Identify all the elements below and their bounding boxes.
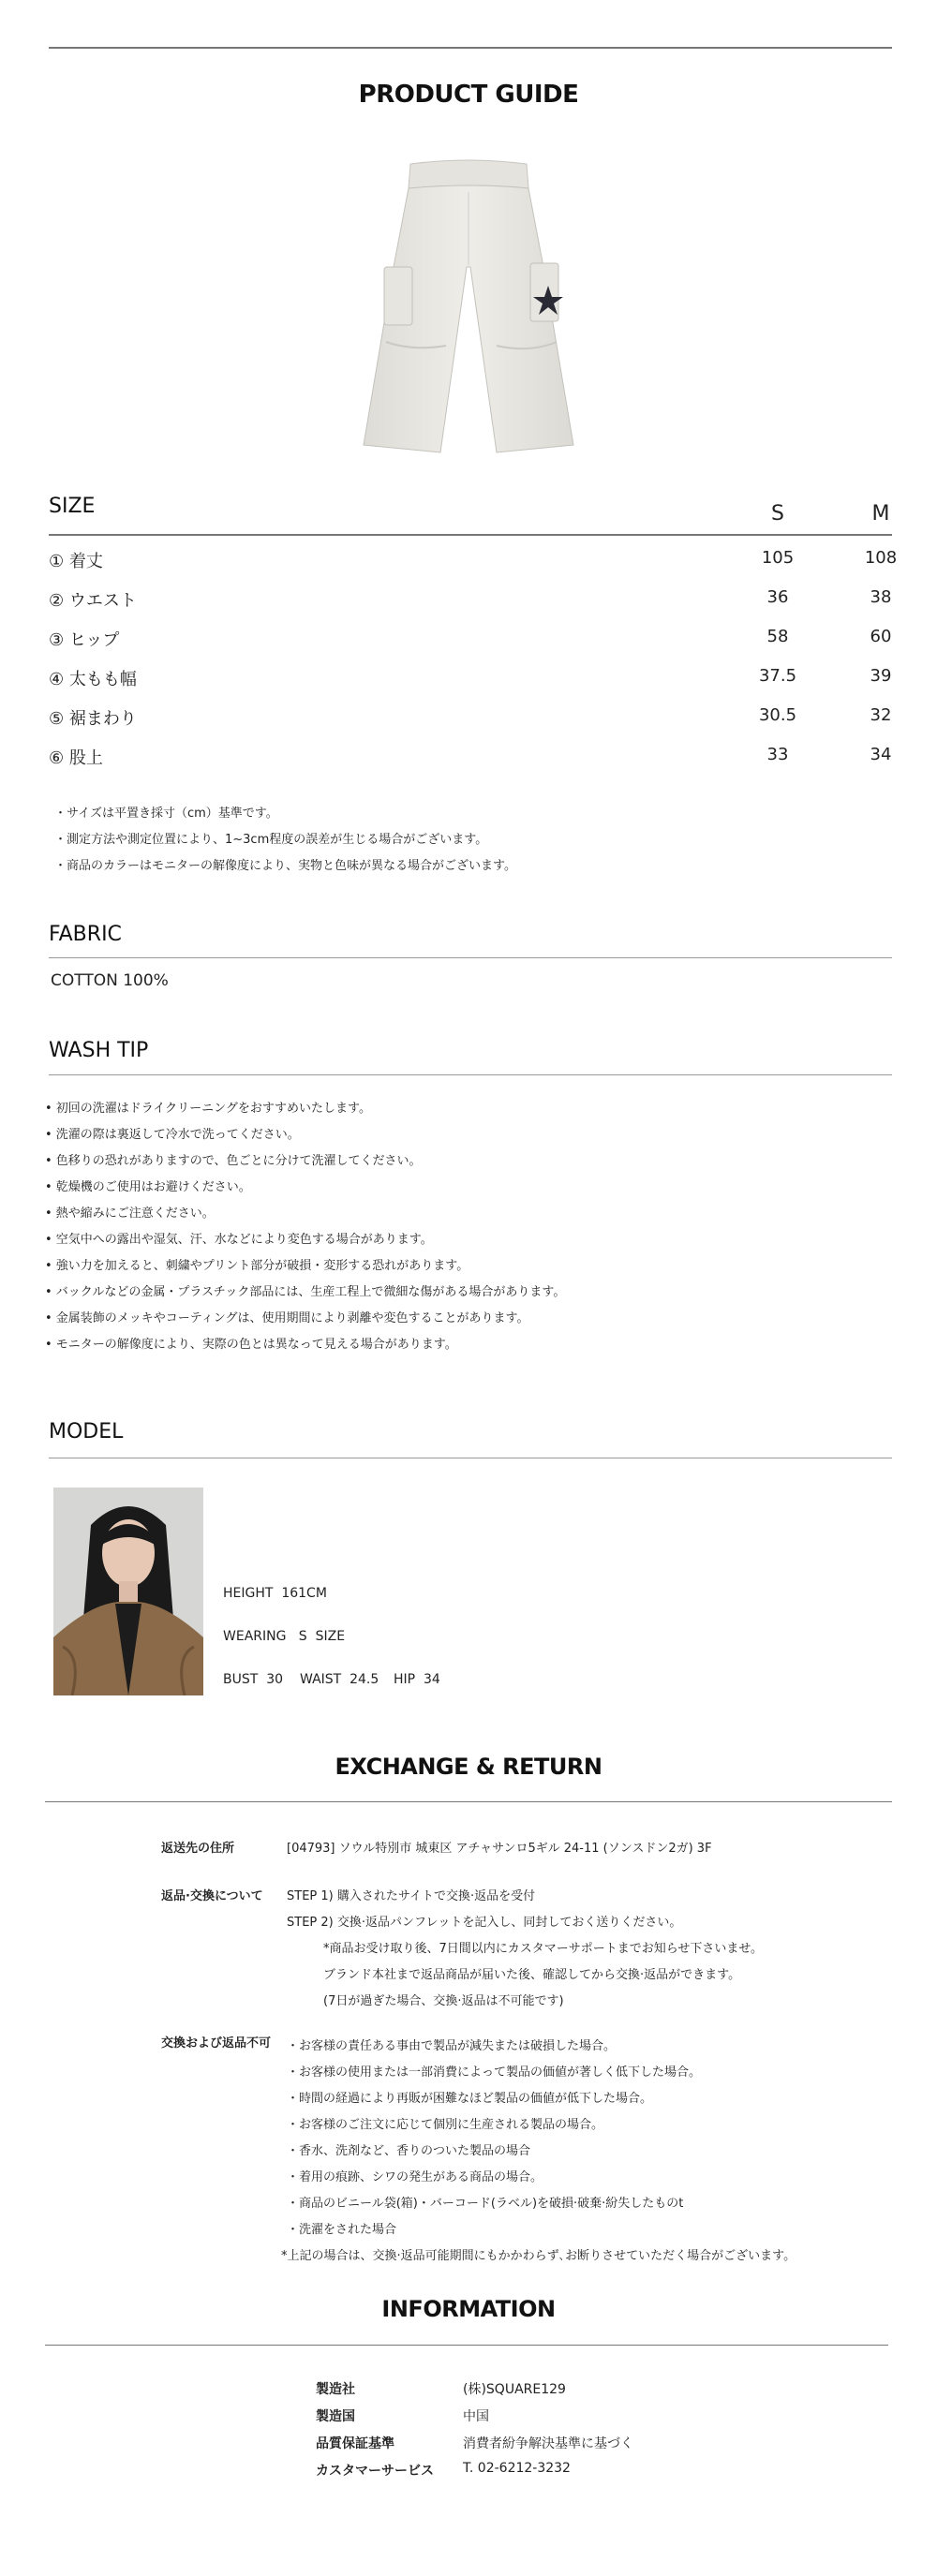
size-note: ・サイズは平置き採寸（cm）基準です。 [54, 807, 278, 821]
info-label: 製造国 [316, 2409, 355, 2424]
size-divider [49, 534, 892, 536]
exchange-not-line: ・時間の経過により再販が困難なほど製品の価値が低下した場合。 [287, 2092, 653, 2106]
exchange-not-line: *上記の場合は、交換·返品可能期間にもかかわらず､お断りさせていただく場合がございます。 [281, 2249, 796, 2263]
size-row-s: 30.5 [758, 705, 797, 725]
size-row-m: 39 [870, 666, 892, 686]
exchange-not-line: ・香水、洗剤など、香りのついた製品の場合 [287, 2144, 531, 2158]
size-col-s: S [771, 502, 784, 526]
size-row-label: ① 着丈 [49, 552, 103, 571]
size-row-m: 60 [870, 627, 892, 646]
exchange-not-line: ・商品のビニール袋(箱)・バーコード(ラベル)を破損·破棄·紛失したものt [287, 2197, 684, 2211]
exchange-process-line: (7日が過ぎた場合、交換·返品は不可能です) [323, 1994, 564, 2008]
exchange-address-label: 返送先の住所 [161, 1842, 235, 1856]
size-row-label: ⑤ 裾まわり [49, 709, 137, 729]
exchange-not-line: ・洗濯をされた場合 [287, 2223, 397, 2237]
product-image [356, 155, 581, 464]
size-row-m: 32 [870, 705, 892, 725]
size-col-m: M [871, 502, 890, 526]
size-row-s: 37.5 [758, 666, 797, 686]
wash-item: • モニターの解像度により、実際の色とは異なって見える場合があります。 [45, 1338, 457, 1352]
info-value: 消費者紛争解決基準に基づく [463, 2436, 633, 2451]
wash-item: • バックルなどの金属・プラスチック部品には、生産工程上で微細な傷がある場合があります。 [45, 1285, 566, 1299]
info-value: T. 02-6212-3232 [463, 2461, 571, 2476]
exchange-divider [45, 1801, 892, 1802]
info-label: カスタマーサービス [316, 2464, 434, 2479]
wash-item: • 熱や縮みにご注意ください。 [45, 1207, 215, 1221]
wash-item: • 金属装飾のメッキやコーティングは、使用期間により剥離や変色することがあります。 [45, 1311, 529, 1325]
exchange-address-value: [04793] ソウル特別市 城東区 アチャサンロ5ギル 24-11 (ソンスドン2ガ) 3F [287, 1842, 712, 1856]
wash-item: • 空気中への露出や湿気、汗、水などにより変色する場合があります。 [45, 1233, 433, 1247]
wash-heading: WASH TIP [49, 1039, 149, 1062]
size-row-m: 38 [870, 587, 892, 607]
size-row [49, 666, 892, 703]
fabric-value: COTTON 100% [51, 971, 169, 990]
size-row-label: ④ 太もも幅 [49, 670, 137, 689]
wash-divider [49, 1074, 892, 1075]
exchange-not-line: ・お客様のご注文に応じて個別に生産される製品の場合。 [287, 2118, 604, 2132]
exchange-process-line: *商品お受け取り後、7日間以内にカスタマーサポートまでお知らせ下さいませ。 [323, 1942, 763, 1956]
exchange-not-label: 交換および返品不可 [161, 2036, 272, 2050]
info-label: 品質保証基準 [316, 2436, 394, 2451]
size-row-label: ③ ヒップ [49, 630, 120, 650]
wash-item: • 強い力を加えると、刺繍やプリント部分が破損・変形する恐れがあります。 [45, 1259, 469, 1273]
size-note: ・測定方法や測定位置により、1~3cm程度の誤差が生じる場合がございます。 [54, 833, 488, 847]
size-row-s: 105 [761, 548, 795, 568]
size-row [49, 587, 892, 625]
info-value: (株)SQUARE129 [463, 2382, 566, 2397]
exchange-process-line: ブランド本社まで返品商品が届いた後、確認してから交換·返品ができます。 [323, 1968, 741, 1982]
size-row-s: 36 [766, 587, 789, 607]
size-note: ・商品のカラーはモニターの解像度により、実物と色味が異なる場合がございます。 [54, 859, 516, 873]
size-row-label: ② ウエスト [49, 591, 137, 611]
exchange-not-line: ・お客様の使用または一部消費によって製品の価値が著しく低下した場合。 [287, 2065, 702, 2080]
size-row-m: 108 [864, 548, 898, 568]
fabric-heading: FABRIC [49, 923, 122, 946]
exchange-not-line: ・お客様の責任ある事由で製品が減失または破損した場合。 [287, 2039, 617, 2053]
size-row [49, 627, 892, 664]
size-row [49, 745, 892, 782]
size-row-label: ⑥ 股上 [49, 748, 103, 768]
size-heading: SIZE [49, 495, 96, 518]
wash-item: • 色移りの恐れがありますので、色ごとに分けて洗濯してください。 [45, 1154, 422, 1168]
size-row-s: 58 [766, 627, 789, 646]
wash-item: • 初回の洗濯はドライクリーニングをおすすめいたします。 [45, 1102, 371, 1116]
size-row-s: 33 [766, 745, 789, 764]
exchange-process-line: STEP 2) 交換·返品パンフレットを記入し、同封しておく送りください。 [287, 1916, 682, 1930]
exchange-not-line: ・着用の痕跡、シワの発生がある商品の場合。 [287, 2170, 543, 2184]
model-hip: HIP 34 [394, 1672, 440, 1687]
information-title: INFORMATION [381, 2296, 556, 2322]
info-value: 中国 [463, 2409, 489, 2424]
information-divider [45, 2345, 888, 2346]
size-row-m: 34 [870, 745, 892, 764]
exchange-process-label: 返品·交換について [161, 1889, 263, 1903]
page-title: PRODUCT GUIDE [358, 81, 579, 109]
wash-item: • 洗濯の際は裏返して冷水で洗ってください。 [45, 1128, 300, 1142]
model-height: HEIGHT 161CM [223, 1586, 327, 1601]
model-waist: WAIST 24.5 [300, 1672, 379, 1687]
model-photo [53, 1488, 203, 1695]
info-label: 製造社 [316, 2382, 355, 2397]
wash-item: • 乾燥機のご使用はお避けください。 [45, 1180, 251, 1194]
size-row [49, 548, 898, 585]
fabric-divider [49, 957, 892, 958]
top-divider [49, 47, 892, 49]
model-wearing: WEARING S SIZE [223, 1629, 346, 1644]
exchange-title: EXCHANGE & RETURN [335, 1754, 602, 1780]
model-bust: BUST 30 [223, 1672, 284, 1687]
exchange-process-line: STEP 1) 購入されたサイトで交換·返品を受付 [287, 1889, 536, 1903]
model-heading: MODEL [49, 1420, 124, 1443]
size-row [49, 705, 892, 743]
